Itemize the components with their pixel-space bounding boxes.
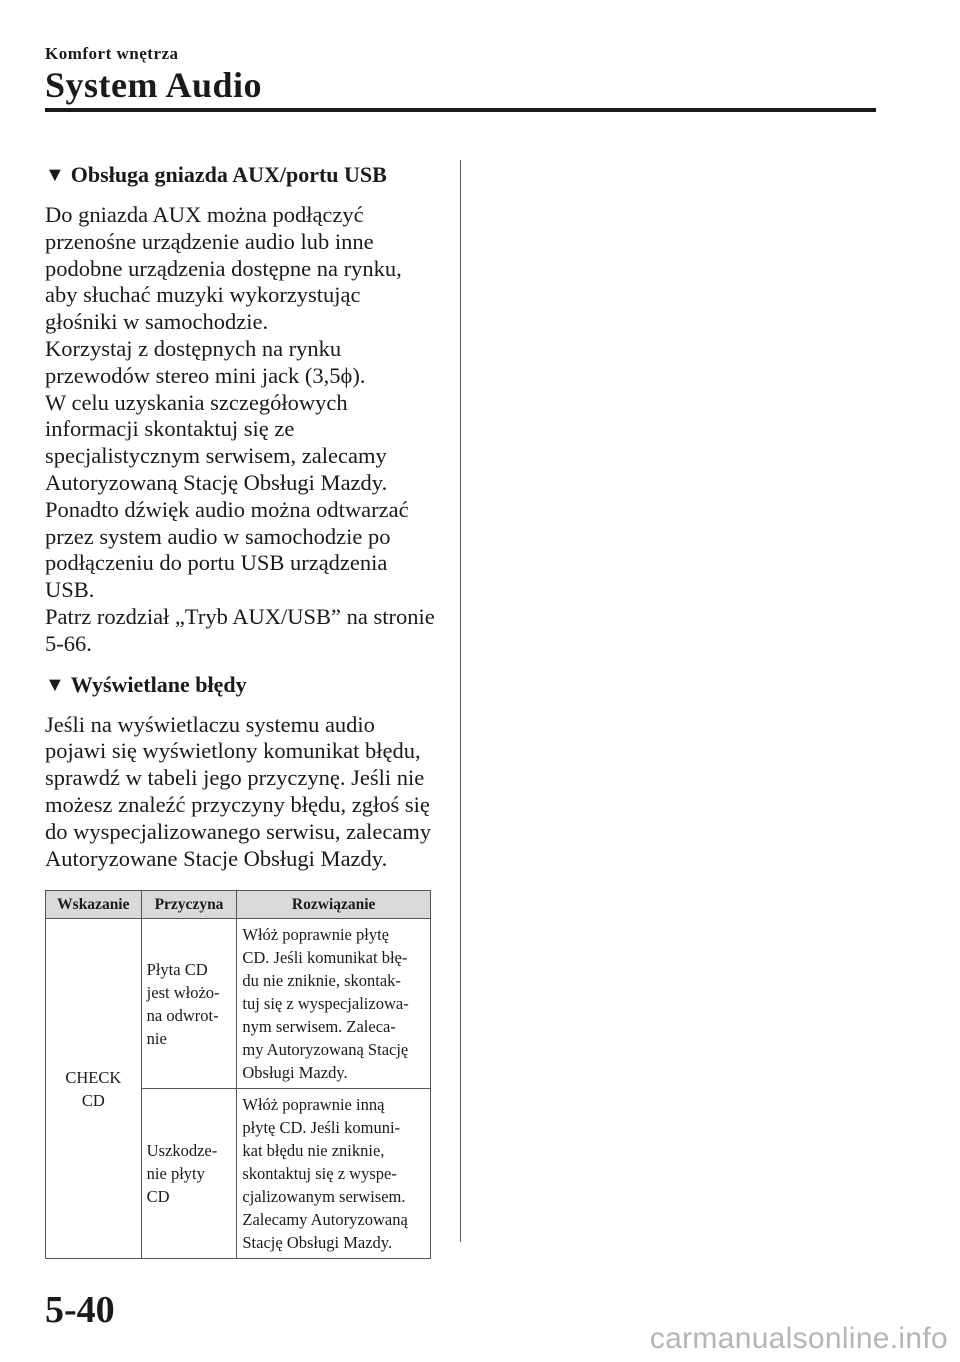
- remedy-line: my Autoryzowaną Stację: [242, 1040, 409, 1060]
- page-number: 5-40: [45, 1289, 115, 1331]
- cause-line: Płyta CD: [146, 959, 208, 979]
- text-line: pojawi się wyświetlony komunikat błędu,: [45, 738, 421, 764]
- errors-heading-text: Wyświetlane błędy: [70, 671, 247, 697]
- column-divider: [460, 160, 461, 1242]
- indication-line: CD: [81, 1090, 105, 1110]
- section-label: Komfort wnętrza: [45, 44, 179, 63]
- errors-paragraph: [45, 712, 435, 873]
- text-line: 5-66.: [45, 630, 92, 656]
- section-title: System Audio: [45, 65, 263, 105]
- remedy-line: Zalecamy Autoryzowaną: [242, 1210, 408, 1230]
- aux-usb-paragraph: [45, 202, 435, 658]
- remedy-line: CD. Jeśli komunikat błę-: [242, 948, 408, 968]
- header-cause: Przyczyna: [141, 891, 237, 919]
- text-line: przenośne urządzenie audio lub inne: [45, 228, 374, 254]
- indication-line: CHECK: [65, 1067, 122, 1087]
- text-line: specjalistycznym serwisem, zalecamy: [45, 443, 387, 469]
- remedy-line: kat błędu nie zniknie,: [242, 1141, 385, 1161]
- remedy-cell: [237, 919, 431, 1089]
- left-column: [45, 160, 435, 1259]
- header-remedy: Rozwiązanie: [237, 891, 431, 919]
- text-line: Korzystaj z dostępnych na rynku: [45, 335, 342, 361]
- remedy-line: tuj się z wyspecjalizowa-: [242, 994, 409, 1014]
- remedy-line: płytę CD. Jeśli komuni-: [242, 1118, 401, 1138]
- remedy-line: cjalizowanym serwisem.: [242, 1187, 406, 1207]
- text-line: W celu uzyskania szczegółowych: [45, 389, 348, 415]
- cause-line: CD: [146, 1187, 170, 1207]
- cause-line: nie: [146, 1028, 167, 1048]
- watermark: carmanualsonline.info: [649, 1322, 948, 1355]
- text-line: możesz znaleźć przyczyny błędu, zgłoś się: [45, 791, 430, 817]
- triangle-down-icon: ▼: [45, 164, 65, 186]
- header-rule: [45, 108, 876, 112]
- text-line: Autoryzowaną Stację Obsługi Mazdy.: [45, 469, 388, 495]
- text-line: informacji skontaktuj się ze: [45, 416, 295, 442]
- text-line: do wyspecjalizowanego serwisu, zalecamy: [45, 818, 432, 844]
- text-line: Do gniazda AUX można podłączyć: [45, 202, 364, 227]
- text-line: Jeśli na wyświetlaczu systemu audio: [45, 711, 375, 737]
- remedy-line: skontaktuj się z wyspe-: [242, 1164, 397, 1184]
- text-line: sprawdź w tabeli jego przyczynę. Jeśli nie: [45, 765, 425, 791]
- table-header-row: [46, 891, 431, 919]
- text-line: głośniki w samochodzie.: [45, 309, 269, 335]
- cause-line: jest włożo-: [146, 982, 220, 1002]
- remedy-line: du nie zniknie, skontak-: [242, 971, 401, 991]
- errors-heading: [45, 670, 435, 700]
- aux-usb-heading-text: Obsługa gniazda AUX/portu USB: [70, 162, 387, 187]
- text-line: podłączeniu do portu USB urządzenia: [45, 550, 388, 576]
- text-line: Patrz rozdział „Tryb AUX/USB” na stronie: [45, 603, 435, 629]
- text-line: Autoryzowane Stacje Obsługi Mazdy.: [45, 845, 388, 871]
- text-line: Ponadto dźwięk audio można odtwarzać: [45, 496, 409, 522]
- triangle-down-icon: ▼: [45, 673, 65, 696]
- cause-line: Uszkodze-: [146, 1141, 218, 1161]
- error-table: [45, 890, 431, 1259]
- remedy-line: Stację Obsługi Mazdy.: [242, 1233, 393, 1253]
- remedy-line: nym serwisem. Zaleca-: [242, 1017, 396, 1037]
- remedy-cell: [237, 1089, 431, 1259]
- cause-line: nie płyty: [146, 1164, 205, 1184]
- remedy-line: Włóż poprawnie płytę: [242, 925, 389, 945]
- text-line: przez system audio w samochodzie po: [45, 523, 391, 549]
- table-row: [46, 919, 431, 1089]
- text-line: aby słuchać muzyki wykorzystując: [45, 282, 361, 308]
- indication-cell: [46, 919, 142, 1259]
- remedy-line: Włóż poprawnie inną: [242, 1095, 385, 1115]
- cause-line: na odwrot-: [146, 1005, 219, 1025]
- text-line: przewodów stereo mini jack (3,5ϕ).: [45, 362, 366, 388]
- remedy-line: Obsługi Mazdy.: [242, 1063, 348, 1083]
- text-line: USB.: [45, 577, 95, 603]
- cause-cell: [141, 919, 237, 1089]
- header-indication: Wskazanie: [46, 891, 142, 919]
- text-line: podobne urządzenia dostępne na rynku,: [45, 255, 402, 281]
- aux-usb-heading: [45, 160, 435, 190]
- cause-cell: [141, 1089, 237, 1259]
